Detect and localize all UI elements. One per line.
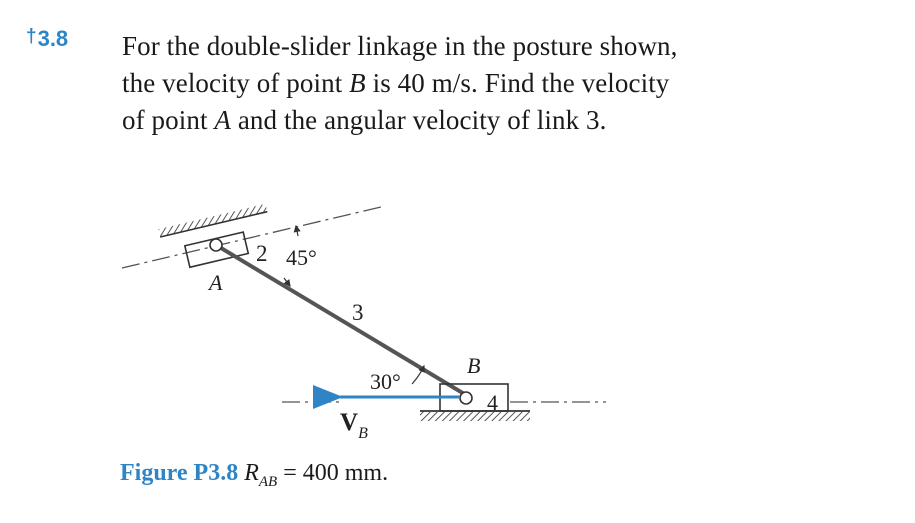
problem-line-3-text-b: and the angular velocity of link 3.	[231, 105, 607, 135]
label-link-2: 2	[256, 241, 268, 266]
angle-30-arc	[412, 366, 424, 384]
dagger-mark: †	[26, 26, 37, 47]
figure-caption	[120, 460, 388, 491]
label-link-3: 3	[352, 300, 364, 325]
pin-b	[460, 392, 472, 404]
point-a-ref: A	[214, 105, 231, 135]
link-3	[216, 245, 466, 395]
angle-45-tick-upper	[296, 226, 298, 236]
label-angle-30: 30°	[370, 369, 401, 394]
lower-ground-hatch	[420, 411, 530, 421]
label-point-b: B	[467, 353, 481, 378]
problem-number-value: 3.8	[37, 26, 69, 51]
label-point-a: A	[209, 270, 223, 295]
problem-line-1-text: For the double-slider linkage in the posture shown,	[122, 31, 678, 61]
point-b-ref: B	[349, 68, 366, 98]
problem-line-2-text-b: is 40 m/s. Find the velocity	[365, 68, 670, 98]
caption-value: = 400 mm.	[277, 460, 389, 486]
label-angle-45: 45°	[286, 245, 317, 270]
label-link-4: 4	[487, 390, 498, 415]
caption-r: R	[244, 460, 259, 486]
caption-r-sub: AB	[258, 473, 278, 490]
figure-caption-label: Figure P3.8	[120, 460, 239, 486]
pin-a	[210, 239, 222, 251]
label-velocity-vb: $V_B$	[340, 409, 368, 442]
caption-r-ab	[244, 460, 278, 490]
problem-line-2-text-a: the velocity of point	[122, 68, 350, 98]
upper-ground-hatch	[158, 204, 267, 237]
problem-line-3-text-a: of point	[122, 105, 215, 135]
